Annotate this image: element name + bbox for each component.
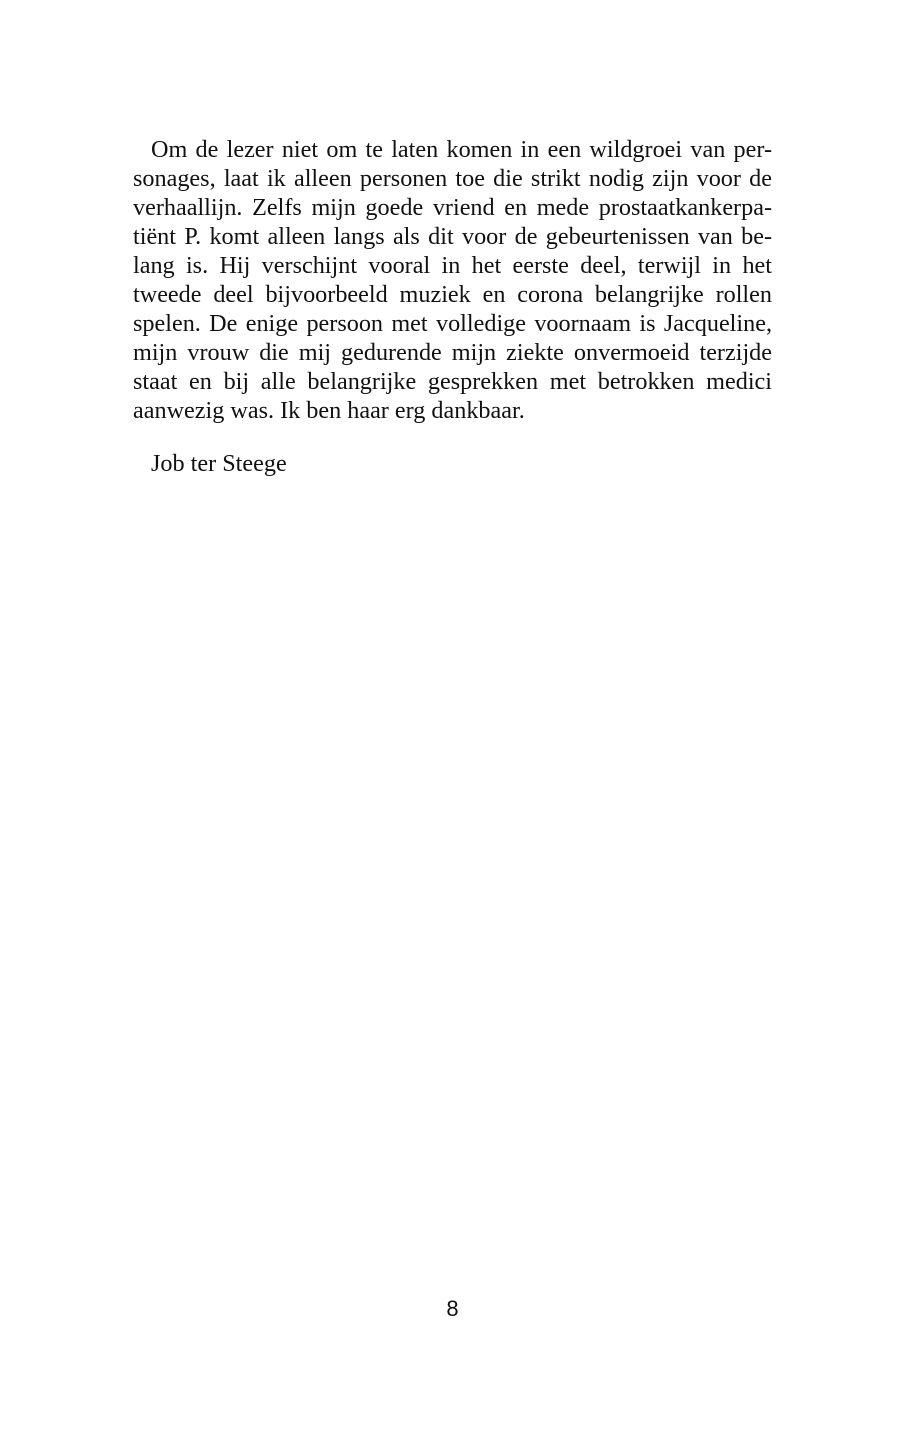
paragraph-line: sonages, laat ik alleen personen toe die strikt nodig zijn voor de xyxy=(133,165,772,192)
paragraph-line: mijn vrouw die mij gedurende mijn ziekte onvermoeid terzijde xyxy=(133,339,772,366)
paragraph-line: staat en bij alle belangrijke gesprekken met betrokken medici xyxy=(133,368,772,395)
page-number: 8 xyxy=(446,1296,459,1321)
body-paragraph xyxy=(133,135,772,425)
paragraph-line: Om de lezer niet om te laten komen in een wildgroei van per- xyxy=(151,136,772,163)
paragraph-line: tweede deel bijvoorbeeld muziek en corona belangrijke rollen xyxy=(133,281,772,308)
paragraph-line: verhaallijn. Zelfs mijn goede vriend en mede prostaatkankerpa- xyxy=(133,194,772,221)
paragraph-line: spelen. De enige persoon met volledige voornaam is Jacqueline, xyxy=(133,310,772,337)
author-signature: Job ter Steege xyxy=(151,450,287,477)
paragraph-line: aanwezig was. Ik ben haar erg dankbaar. xyxy=(133,397,525,424)
paragraph-line: lang is. Hij verschijnt vooral in het eerste deel, terwijl in het xyxy=(133,252,772,279)
paragraph-line: tiënt P. komt alleen langs als dit voor de gebeurtenissen van be- xyxy=(133,223,772,250)
